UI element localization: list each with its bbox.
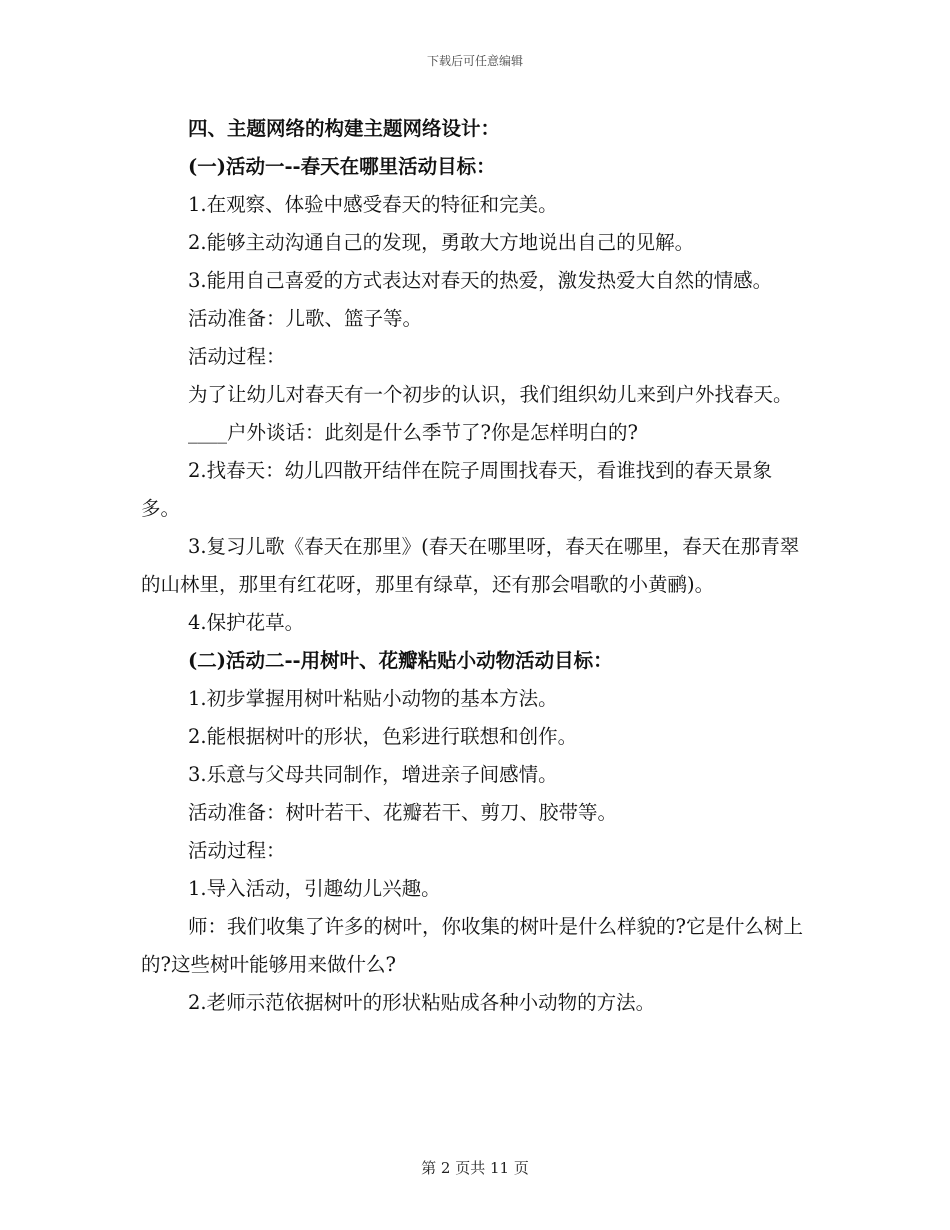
paragraph: 3.乐意与父母共同制作，增进亲子间感情。 xyxy=(188,763,558,786)
paragraph: ____户外谈话：此刻是什么季节了?你是怎样明白的? xyxy=(188,421,638,444)
paragraph: 为了让幼儿对春天有一个初步的认识，我们组织幼儿来到户外找春天。 xyxy=(188,383,793,406)
paragraph: 3.能用自己喜爱的方式表达对春天的热爱，激发热爱大自然的情感。 xyxy=(188,269,773,292)
paragraph: 活动准备：树叶若干、花瓣若干、剪刀、胶带等。 xyxy=(188,801,618,824)
paragraph: 2.能根据树叶的形状，色彩进行联想和创作。 xyxy=(188,725,578,748)
document-body xyxy=(141,110,811,1022)
section-heading: (一)活动一--春天在哪里活动目标： xyxy=(188,155,496,178)
paragraph: 活动过程： xyxy=(188,345,286,368)
paragraph: 活动过程： xyxy=(188,839,286,862)
paragraph: 2.找春天：幼儿四散开结伴在院子周围找春天，看谁找到的春天景象多。 xyxy=(141,459,773,520)
paragraph: 活动准备：儿歌、篮子等。 xyxy=(188,307,423,330)
paragraph: 2.能够主动沟通自己的发现，勇敢大方地说出自己的见解。 xyxy=(188,231,695,254)
paragraph: 1.初步掌握用树叶粘贴小动物的基本方法。 xyxy=(188,687,558,710)
paragraph: 2.老师示范依据树叶的形状粘贴成各种小动物的方法。 xyxy=(188,991,656,1014)
section-heading: 四、主题网络的构建主题网络设计： xyxy=(188,117,501,140)
paragraph: 师：我们收集了许多的树叶，你收集的树叶是什么样貌的?它是什么树上的?这些树叶能够用来做什么? xyxy=(141,915,803,976)
paragraph: 4.保护花草。 xyxy=(188,611,305,634)
paragraph: 3.复习儿歌《春天在那里》(春天在哪里呀，春天在哪里，春天在那青翠的山林里，那里有红花呀，那里有绿草，还有那会唱歌的小黄鹂)。 xyxy=(141,535,800,596)
section-heading: (二)活动二--用树叶、花瓣粘贴小动物活动目标： xyxy=(188,649,613,672)
page-footer: 第 2 页共 11 页 xyxy=(421,1159,529,1177)
paragraph: 1.在观察、体验中感受春天的特征和完美。 xyxy=(188,193,558,216)
paragraph: 1.导入活动，引趣幼儿兴趣。 xyxy=(188,877,441,900)
page-header: 下载后可任意编辑 xyxy=(426,54,523,68)
